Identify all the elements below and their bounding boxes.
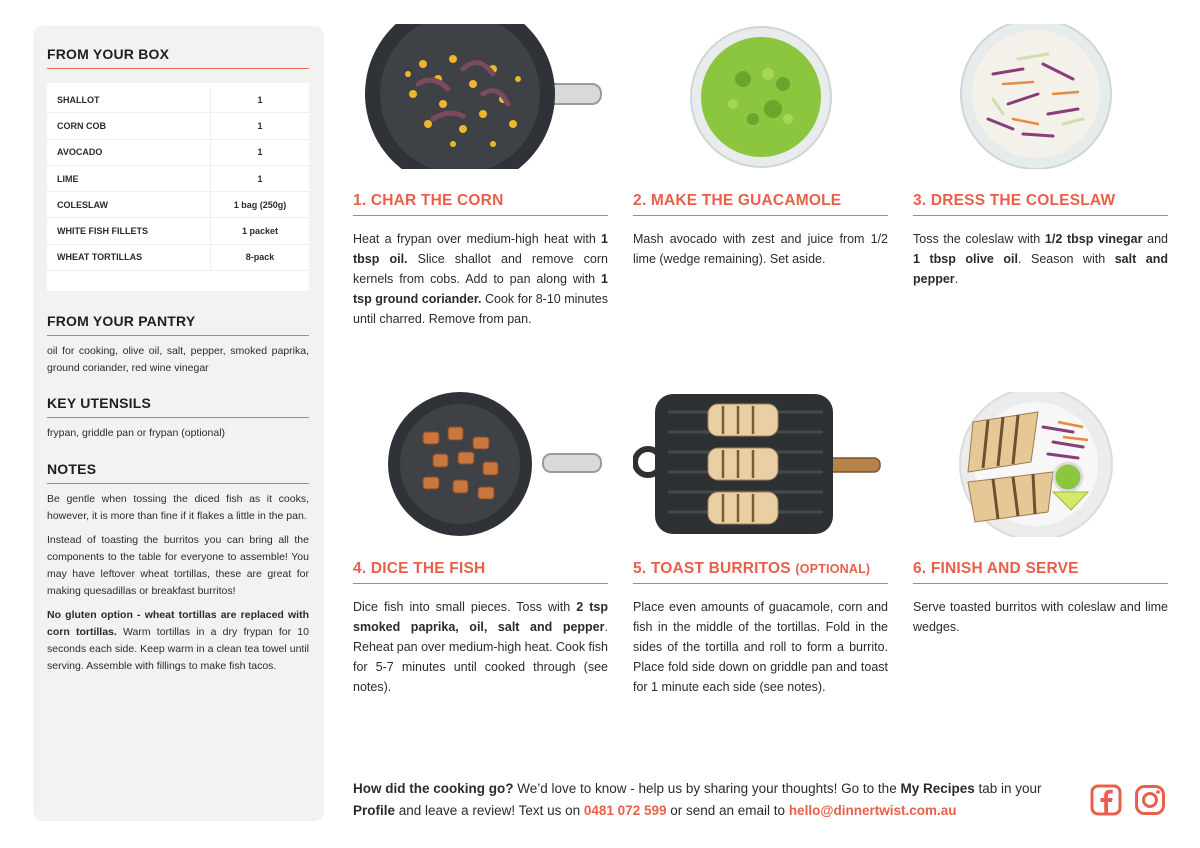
ingredient-name: COLESLAW <box>47 192 211 217</box>
ingredient-quantity: 8-pack <box>245 252 275 263</box>
notes-paragraph-2: Instead of toasting the burritos you can bring all the components to the table for everyone to assemble! You may have leftover wheat tortillas, these are great for making quesadillas or breakfast burritos! <box>47 534 309 597</box>
step-5-title <box>633 560 888 584</box>
step-5-body: Place even amounts of guacamole, corn and fish in the middle of the tortillas. Fold in the sides of the tortilla and roll to form a burrito. Place fold side down on griddle pan and toast for 1 minute each side (see notes). <box>633 600 888 694</box>
step-3-title: 3. DRESS THE COLESLAW <box>913 192 1168 216</box>
utensils-section <box>47 395 309 442</box>
step-6-title: 6. FINISH AND SERVE <box>913 560 1168 584</box>
from-your-pantry-heading: FROM YOUR PANTRY <box>47 313 309 336</box>
notes-paragraph-3 <box>47 607 309 675</box>
sidebar <box>33 26 324 821</box>
ingredient-quantity: 1 <box>257 147 263 158</box>
footer-text-3: and leave a review! Text us on <box>395 803 584 818</box>
ingredient-name: CORN COB <box>47 113 211 138</box>
facebook-icon[interactable] <box>1090 784 1122 816</box>
gluten-option-text: No gluten option - wheat tortillas are replaced with corn tortillas. <box>47 609 309 638</box>
footer-text-1: We’d love to know - help us by sharing your thoughts! Go to the <box>513 781 901 796</box>
ingredient-row <box>47 166 309 192</box>
notes-paragraph-1: Be gentle when tossing the diced fish as it cooks, however, it is more than fine if it flakes a little in the pan. <box>47 493 309 522</box>
step-4-body: Dice fish into small pieces. Toss with 2 tsp smoked paprika, oil, salt and pepper. Reheat pan over medium-high heat. Cook fish for 5-7 minutes until cooked through (see notes). <box>353 600 609 694</box>
gluten-option-rest: Warm tortillas in a dry frypan for 10 seconds each side. Keep warm in a clean tea towel until serving. Assemble with fillings to make fish tacos. <box>47 626 309 672</box>
notes-heading: NOTES <box>47 461 309 484</box>
step-3-body: Toss the coleslaw with 1/2 tbsp vinegar and 1 tbsp olive oil. Season with salt and pepper. <box>913 232 1168 286</box>
step-5-title-optional: (OPTIONAL) <box>795 562 871 576</box>
ingredient-name: LIME <box>47 166 211 191</box>
ingredient-row <box>47 218 309 244</box>
notes-section <box>47 461 309 675</box>
footer-text-2: tab in your <box>974 781 1042 796</box>
step-6-photo-plated-burritos <box>913 392 1168 537</box>
phone-number-link[interactable]: 0481 072 599 <box>583 803 667 818</box>
ingredient-row <box>47 87 309 113</box>
ingredient-row <box>47 113 309 139</box>
ingredient-name: WHITE FISH FILLETS <box>47 218 211 243</box>
ingredients-table <box>47 83 309 291</box>
step-5-title-main: 5. TOAST BURRITOS <box>633 560 791 577</box>
pantry-section <box>47 313 309 377</box>
feedback-footer <box>353 778 1073 822</box>
step-6-body: Serve toasted burritos with coleslaw and lime wedges. <box>913 600 1168 634</box>
ingredient-row <box>47 245 309 271</box>
profile-label: Profile <box>353 803 396 818</box>
ingredient-quantity: 1 <box>257 94 263 105</box>
ingredient-name: AVOCADO <box>47 140 211 165</box>
step-2-title: 2. MAKE THE GUACAMOLE <box>633 192 888 216</box>
step-3-photo-coleslaw-bowl <box>913 24 1168 169</box>
step-2-photo-guacamole-bowl <box>633 24 888 169</box>
instagram-icon[interactable] <box>1134 784 1166 816</box>
ingredient-quantity: 1 bag (250g) <box>233 199 287 210</box>
key-utensils-heading: KEY UTENSILS <box>47 395 309 418</box>
ingredient-quantity: 1 <box>257 173 263 184</box>
footer-text-4: or send an email to <box>666 803 789 818</box>
step-5-photo-burritos-griddle <box>633 392 888 537</box>
ingredient-quantity: 1 <box>257 120 263 131</box>
ingredient-quantity: 1 packet <box>241 226 279 237</box>
step-4-photo-fish-frypan <box>353 392 608 537</box>
pantry-text: oil for cooking, olive oil, salt, pepper, smoked paprika, ground coriander, red wine vinegar <box>47 345 309 374</box>
feedback-question: How did the cooking go? <box>353 781 514 796</box>
ingredient-name: SHALLOT <box>47 87 211 112</box>
step-1-body: Heat a frypan over medium-high heat with 1 tbsp oil. Slice shallot and remove corn kernels from cobs. Add to pan along with 1 tsp ground coriander. Cook for 8-10 minutes until charred. Remove from pan. <box>353 232 608 326</box>
step-1-title: 1. CHAR THE CORN <box>353 192 608 216</box>
step-4-title: 4. DICE THE FISH <box>353 560 608 584</box>
my-recipes-label: My Recipes <box>900 781 975 796</box>
ingredient-row <box>47 140 309 166</box>
ingredient-name: WHEAT TORTILLAS <box>47 245 211 270</box>
step-1-photo-corn-frypan <box>353 24 608 169</box>
email-link[interactable]: hello@dinnertwist.com.au <box>788 803 957 818</box>
from-your-box-heading: FROM YOUR BOX <box>47 46 309 69</box>
utensils-text: frypan, griddle pan or frypan (optional) <box>47 427 226 439</box>
ingredient-row <box>47 192 309 218</box>
step-2-body: Mash avocado with zest and juice from 1/2 lime (wedge remaining). Set aside. <box>633 232 888 266</box>
